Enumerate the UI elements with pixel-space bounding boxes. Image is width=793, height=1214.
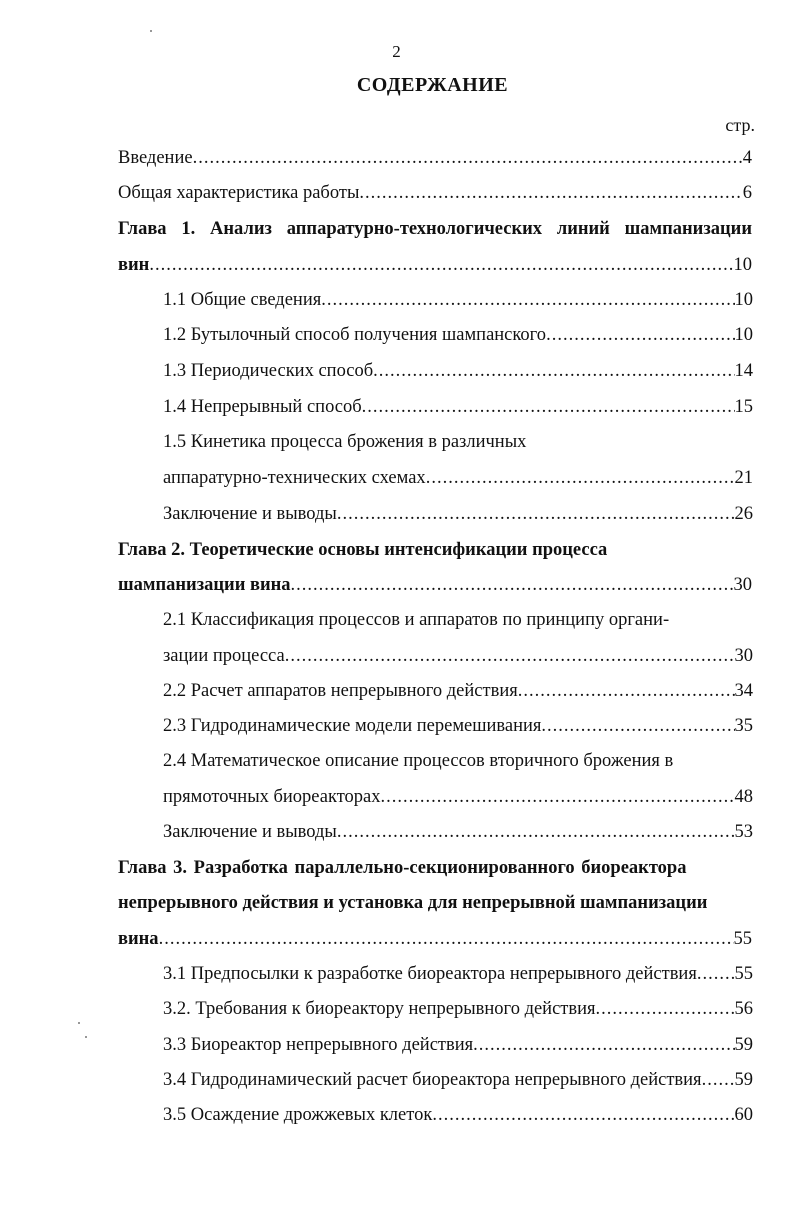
toc-leader-dots [149,254,733,276]
toc-leader-dots [359,182,742,204]
toc-entry-page: 30 [733,575,752,595]
toc-section-3-2 [163,998,753,1020]
toc-chapter-2-line-2 [118,574,752,596]
toc-entry-text: вина [118,929,159,949]
toc-entry-page: 59 [734,1070,753,1090]
toc-entry-text: зации процесса [163,646,285,666]
toc-entry-text: 3.1 Предпосылки к разработке биореактора непрерывного действия [163,964,697,984]
toc-leader-dots [432,1104,734,1126]
toc-entry-text: шампанизации вина [118,575,291,595]
toc-leader-dots [541,715,734,737]
toc-entry-text: 1.4 Непрерывный способ [163,397,362,417]
toc-leader-dots [518,680,735,702]
toc-entry-text: 2.4 Математическое описание процессов вторичного брожения в [163,751,674,771]
toc-leader-dots [426,467,735,489]
toc-entry-text: Введение [118,148,193,168]
page-number: 2 [392,42,401,61]
toc-section-3-1 [163,963,753,985]
toc-entry-text: 1.1 Общие сведения [163,290,322,310]
scan-speck [85,1036,87,1038]
toc-leader-dots [337,821,735,843]
toc-leader-dots [337,503,735,525]
toc-entry-text: аппаратурно-технических схемах [163,468,426,488]
toc-entry-introduction [118,147,752,169]
toc-entry-page: 60 [734,1105,753,1125]
toc-leader-dots [159,928,734,950]
toc-entry-page: 15 [734,397,753,417]
toc-section-2-4-line-1 [163,750,753,772]
toc-entry-text: 3.4 Гидродинамический расчет биореактора непрерывного действия [163,1070,702,1090]
toc-chapter-3-line-3 [118,928,752,950]
scan-speck [78,1022,80,1024]
toc-chapter-1-line-1 [118,218,752,240]
toc-entry-page: 34 [734,681,753,701]
toc-entry-text: 2.3 Гидродинамические модели перемешивания [163,716,542,736]
toc-entry-text: 3.5 Осаждение дрожжевых клеток [163,1105,433,1125]
toc-entry-page: 35 [734,716,753,736]
toc-entry-general [118,182,752,204]
toc-title: СОДЕРЖАНИЕ [356,74,509,96]
toc-entry-page: 53 [734,822,753,842]
toc-leader-dots [193,147,743,169]
toc-section-2-2 [163,680,753,702]
toc-entry-page: 56 [734,999,753,1019]
toc-entry-page: 59 [734,1035,753,1055]
toc-entry-text: 1.5 Кинетика процесса брожения в различных [163,432,527,452]
toc-entry-text: Глава 2. Теоретические основы интенсификации процесса [118,540,608,560]
toc-entry-page: 21 [734,468,753,488]
toc-section-1-4 [163,396,753,418]
toc-entry-text: Глава 3. Разработка параллельно-секционированного биореактора [118,858,687,878]
toc-section-2-1-line-1 [163,609,753,631]
toc-leader-dots [321,289,734,311]
toc-leader-dots [362,396,735,418]
toc-section-2-4-line-2 [163,786,753,808]
toc-entry-text: 2.2 Расчет аппаратов непрерывного действия [163,681,518,701]
toc-chapter-3-line-2 [118,892,752,914]
toc-section-1-5-line-1 [163,431,753,453]
toc-entry-text: вин [118,255,150,275]
toc-entry-text: 1.3 Периодических способ [163,361,374,381]
toc-leader-dots [697,963,735,985]
scan-speck [150,30,152,32]
toc-entry-page: 10 [733,255,752,275]
toc-entry-text: 2.1 Классификация процессов и аппаратов по принципу органи- [163,610,670,630]
toc-entry-text: 3.2. Требования к биореактору непрерывного действия [163,999,596,1019]
toc-entry-page: 6 [742,183,752,203]
toc-section-2-1-line-2 [163,645,753,667]
toc-conclusion-2 [163,821,753,843]
toc-section-1-3 [163,360,753,382]
toc-section-1-1 [163,289,753,311]
toc-leader-dots [596,998,735,1020]
toc-leader-dots [291,574,734,596]
toc-entry-text: Заключение и выводы [163,504,337,524]
toc-section-1-2 [163,324,753,346]
toc-entry-text: 3.3 Биореактор непрерывного действия [163,1035,474,1055]
toc-section-2-3 [163,715,753,737]
toc-leader-dots [546,324,734,346]
toc-entry-page: 4 [742,148,752,168]
toc-leader-dots [381,786,735,808]
toc-chapter-2-line-1 [118,539,752,561]
toc-entry-text: 1.2 Бутылочный способ получения шампанского [163,325,547,345]
toc-section-3-3 [163,1034,753,1056]
toc-entry-page: 14 [734,361,753,381]
toc-entry-page: 10 [734,325,753,345]
toc-chapter-1-line-2 [118,254,752,276]
toc-section-3-4 [163,1069,753,1091]
toc-entry-page: 48 [734,787,753,807]
toc-leader-dots [473,1034,734,1056]
toc-entry-page: 55 [734,964,753,984]
toc-entry-text: Заключение и выводы [163,822,337,842]
toc-conclusion-1 [163,503,753,525]
toc-entry-page: 10 [734,290,753,310]
toc-entry-page: 26 [734,504,753,524]
toc-entry-text: Глава 1. Анализ аппаратурно-технологических линий шампанизации [118,219,752,239]
toc-entry-text: непрерывного действия и установка для непрерывной шампанизации [118,893,708,913]
toc-chapter-3-line-1 [118,857,752,879]
toc-leader-dots [285,645,735,667]
toc-section-1-5-line-2 [163,467,753,489]
toc-entry-text: Общая характеристика работы [118,183,360,203]
toc-leader-dots [702,1069,735,1091]
toc-entry-page: 30 [734,646,753,666]
toc-leader-dots [373,360,734,382]
page-column-label: стр. [725,115,755,135]
toc-section-3-5 [163,1104,753,1126]
toc-entry-page: 55 [733,929,752,949]
toc-entry-text: прямоточных биореакторах [163,787,381,807]
